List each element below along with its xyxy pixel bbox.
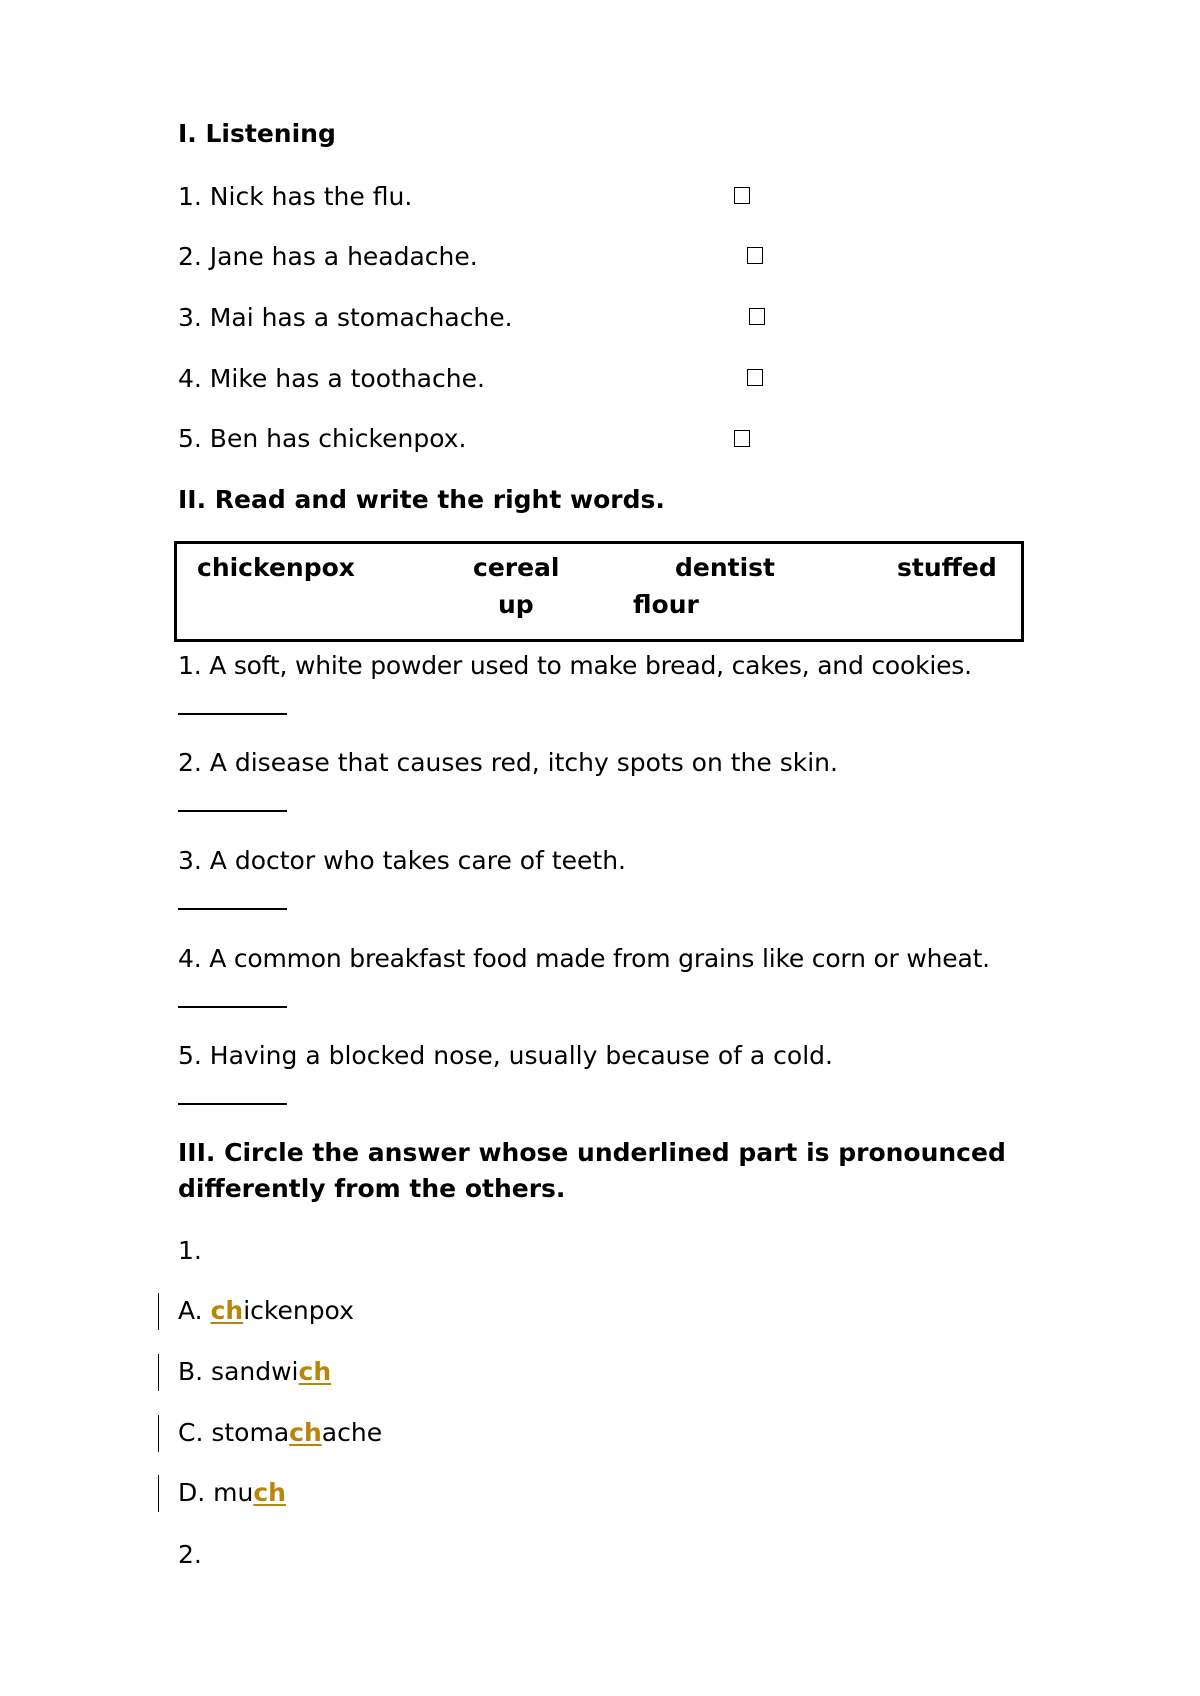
section-3-heading-line-1: III. Circle the answer whose underlined part is pronounced	[178, 1138, 1006, 1167]
underlined-part: ch	[210, 1296, 244, 1325]
word-chickenpox: chickenpox	[197, 553, 355, 582]
option-b[interactable]: B. sandwich	[178, 1357, 332, 1386]
word-box	[174, 541, 1024, 642]
question-3-1-number: 1.	[178, 1236, 202, 1265]
answer-blank-5[interactable]	[178, 1103, 287, 1105]
checkbox-3[interactable]	[749, 308, 765, 325]
question-3-2-number: 2.	[178, 1540, 202, 1569]
question-2: 2. A disease that causes red, itchy spots on the skin.	[178, 748, 838, 777]
section-2-heading: II. Read and write the right words.	[178, 485, 665, 514]
question-5: 5. Having a blocked nose, usually because of a cold.	[178, 1041, 833, 1070]
word-stuffed: stuffed	[897, 553, 997, 582]
option-a[interactable]: A. chickenpox	[178, 1296, 354, 1325]
option-marker-a	[158, 1293, 159, 1330]
option-d[interactable]: D. much	[178, 1478, 286, 1507]
checkbox-4[interactable]	[747, 369, 763, 386]
listening-item-4: 4. Mike has a toothache.	[178, 364, 485, 393]
question-4: 4. A common breakfast food made from grains like corn or wheat.	[178, 944, 990, 973]
option-marker-c	[158, 1415, 159, 1452]
checkbox-2[interactable]	[747, 247, 763, 264]
word-flour: flour	[633, 590, 699, 619]
checkbox-5[interactable]	[734, 430, 750, 447]
listening-item-5: 5. Ben has chickenpox.	[178, 424, 467, 453]
answer-blank-3[interactable]	[178, 908, 287, 910]
option-marker-d	[158, 1475, 159, 1512]
question-3: 3. A doctor who takes care of teeth.	[178, 846, 626, 875]
option-marker-b	[158, 1354, 159, 1391]
answer-blank-2[interactable]	[178, 810, 287, 812]
answer-blank-4[interactable]	[178, 1006, 287, 1008]
word-up: up	[498, 590, 534, 619]
word-dentist: dentist	[675, 553, 775, 582]
listening-item-2: 2. Jane has a headache.	[178, 242, 478, 271]
checkbox-1[interactable]	[734, 187, 750, 204]
listening-item-3: 3. Mai has a stomachache.	[178, 303, 513, 332]
listening-item-1: 1. Nick has the flu.	[178, 182, 413, 211]
option-c[interactable]: C. stomachache	[178, 1418, 383, 1447]
section-1-heading: I. Listening	[178, 119, 336, 148]
question-1: 1. A soft, white powder used to make bread, cakes, and cookies.	[178, 651, 972, 680]
underlined-part: ch	[253, 1478, 286, 1507]
underlined-part: ch	[289, 1418, 322, 1447]
word-cereal: cereal	[473, 553, 560, 582]
underlined-part: ch	[298, 1357, 332, 1386]
answer-blank-1[interactable]	[178, 713, 287, 715]
section-3-heading-line-2: differently from the others.	[178, 1174, 566, 1203]
